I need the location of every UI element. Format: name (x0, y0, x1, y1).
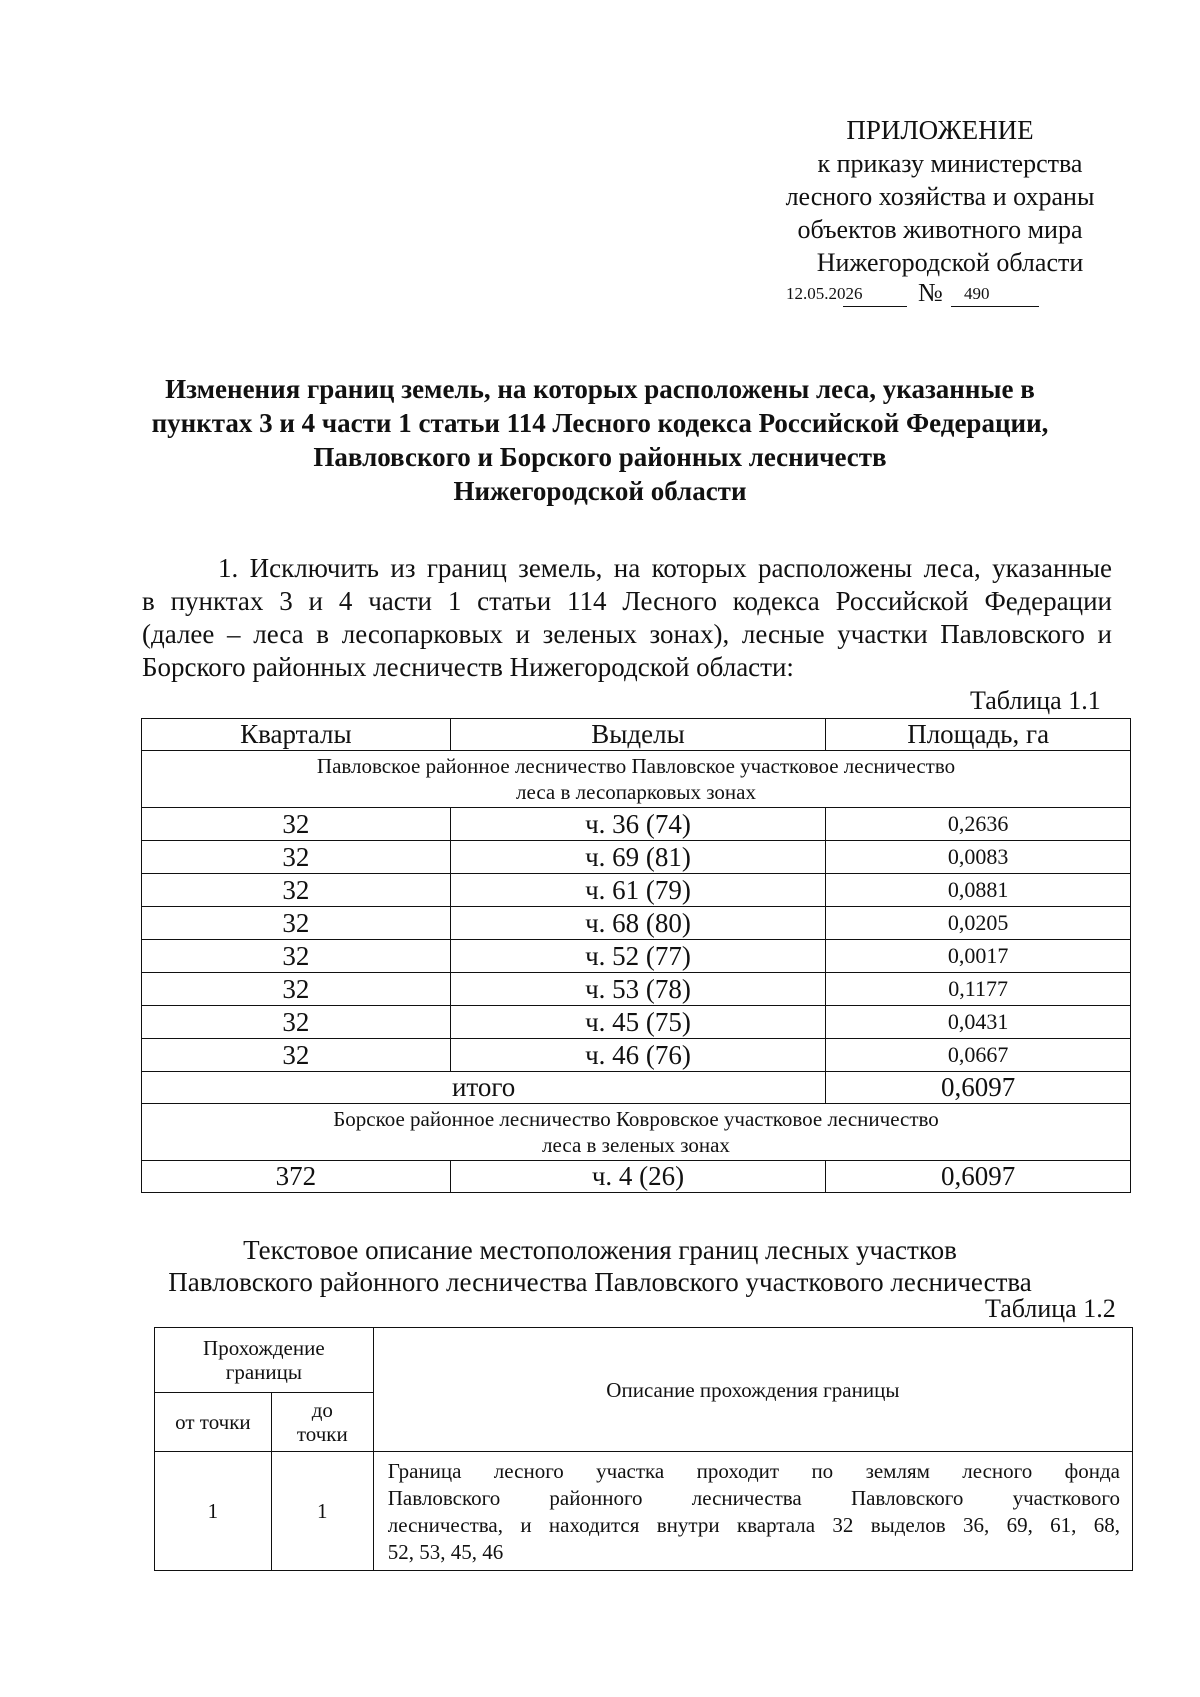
cell-quarter: 32 (142, 1039, 451, 1072)
cell-area: 0,2636 (826, 808, 1131, 841)
number-sign: № (918, 278, 943, 307)
cell-to-point: 1 (271, 1452, 373, 1571)
paragraph-line: 1. Исключить из границ земель, на которых расположены леса, указанные (218, 553, 1112, 583)
cell-plot: ч. 53 (78) (450, 973, 826, 1006)
number-underline (951, 306, 1039, 307)
order-number: 490 (964, 284, 990, 303)
cell-area: 0,0431 (826, 1006, 1131, 1039)
total-value: 0,6097 (826, 1072, 1131, 1104)
cell-quarter: 32 (142, 973, 451, 1006)
section-subtitle (140, 1234, 1060, 1298)
description-line: лесничества, и находится внутри квартала 32 выделов 36, 69, 61, 68, (387, 1513, 1120, 1537)
cell-area: 0,0205 (826, 907, 1131, 940)
paragraph-line: (далее – леса в лесопарковых и зеленых зонах), лесные участки Павловского и (142, 619, 1112, 649)
header-plots: Выделы (450, 719, 826, 751)
cell-plot: ч. 52 (77) (450, 940, 826, 973)
header-passage: Прохождение границы (155, 1328, 374, 1393)
table-2-caption: Таблица 1.2 (985, 1294, 1116, 1323)
order-date-number (786, 278, 1086, 308)
date-underline (843, 306, 907, 307)
description-line: Граница лесного участка проходит по землям лесного фонда (387, 1459, 1120, 1483)
appendix-line: лесного хозяйства и охраны (785, 182, 1095, 211)
cell-plot: ч. 4 (26) (450, 1161, 826, 1193)
group-label (142, 751, 1131, 808)
cell-plot: ч. 36 (74) (450, 808, 826, 841)
cell-quarter: 32 (142, 1006, 451, 1039)
appendix-line: к приказу министерства (817, 149, 1083, 178)
cell-area: 0,1177 (826, 973, 1131, 1006)
cell-area: 0,0017 (826, 940, 1131, 973)
document-title (140, 372, 1060, 508)
cell-quarter: 32 (142, 907, 451, 940)
group-row (142, 1104, 1131, 1161)
group-row (142, 751, 1131, 808)
table-row (142, 940, 1131, 973)
appendix-header (740, 114, 1140, 279)
table-1 (141, 718, 1131, 1193)
group-line: Борское районное лесничество Ковровское участковое лесничество (333, 1107, 939, 1131)
title-line: Изменения границ земель, на которых расположены леса, указанные в (165, 374, 1035, 404)
subtitle-line: Текстовое описание местоположения границ лесных участков (243, 1235, 957, 1265)
group-line: Павловское районное лесничество Павловское участковое лесничество (316, 754, 956, 778)
group-line: леса в лесопарковых зонах (516, 780, 756, 804)
cell-quarter: 32 (142, 841, 451, 874)
subtitle-line: Павловского районного лесничества Павловского участкового лесничества (168, 1267, 1032, 1297)
header-to-point: до точки (271, 1393, 373, 1452)
table-row (142, 1039, 1131, 1072)
cell-plot: ч. 68 (80) (450, 907, 826, 940)
paragraph-line: Борского районных лесничеств Нижегородской области: (142, 652, 794, 682)
appendix-line: объектов животного мира (797, 215, 1083, 244)
cell-quarter: 32 (142, 874, 451, 907)
cell-plot: ч. 46 (76) (450, 1039, 826, 1072)
description-line: Павловского районного лесничества Павловского участкового (387, 1486, 1120, 1510)
total-label: итого (142, 1072, 826, 1104)
cell-description (373, 1452, 1132, 1571)
table-row (142, 907, 1131, 940)
header-area: Площадь, га (826, 719, 1131, 751)
cell-area: 0,0881 (826, 874, 1131, 907)
title-line: Павловского и Борского районных лесничеств (313, 442, 887, 472)
paragraph-line: в пунктах 3 и 4 части 1 статьи 114 Лесного кодекса Российской Федерации (142, 586, 1112, 616)
group-line: леса в зеленых зонах (542, 1133, 730, 1157)
table-row (142, 973, 1131, 1006)
table-row (142, 1161, 1131, 1193)
table-row (142, 808, 1131, 841)
cell-plot: ч. 61 (79) (450, 874, 826, 907)
title-line: пунктах 3 и 4 части 1 статьи 114 Лесного кодекса Российской Федерации, (151, 408, 1049, 438)
table-header-row (155, 1328, 1133, 1393)
header-description: Описание прохождения границы (373, 1328, 1132, 1452)
title-line: Нижегородской области (453, 476, 747, 506)
order-date: 12.05.2026 (786, 284, 863, 303)
table-1-caption: Таблица 1.1 (970, 686, 1101, 715)
table-row (155, 1452, 1133, 1571)
total-row (142, 1072, 1131, 1104)
paragraph-1 (142, 552, 1112, 684)
header-quarters: Кварталы (142, 719, 451, 751)
cell-area: 0,6097 (826, 1161, 1131, 1193)
header-from-point: от точки (155, 1393, 272, 1452)
cell-plot: ч. 69 (81) (450, 841, 826, 874)
table-row (142, 841, 1131, 874)
cell-from-point: 1 (155, 1452, 272, 1571)
table-2 (154, 1327, 1133, 1571)
cell-plot: ч. 45 (75) (450, 1006, 826, 1039)
description-line: 52, 53, 45, 46 (387, 1540, 504, 1564)
appendix-line: Нижегородской области (816, 248, 1084, 277)
cell-quarter: 372 (142, 1161, 451, 1193)
table-row (142, 874, 1131, 907)
cell-quarter: 32 (142, 808, 451, 841)
table-row (142, 1006, 1131, 1039)
group-label (142, 1104, 1131, 1161)
cell-area: 0,0083 (826, 841, 1131, 874)
cell-area: 0,0667 (826, 1039, 1131, 1072)
appendix-title: ПРИЛОЖЕНИЕ (846, 115, 1034, 145)
cell-quarter: 32 (142, 940, 451, 973)
table-header-row (142, 719, 1131, 751)
